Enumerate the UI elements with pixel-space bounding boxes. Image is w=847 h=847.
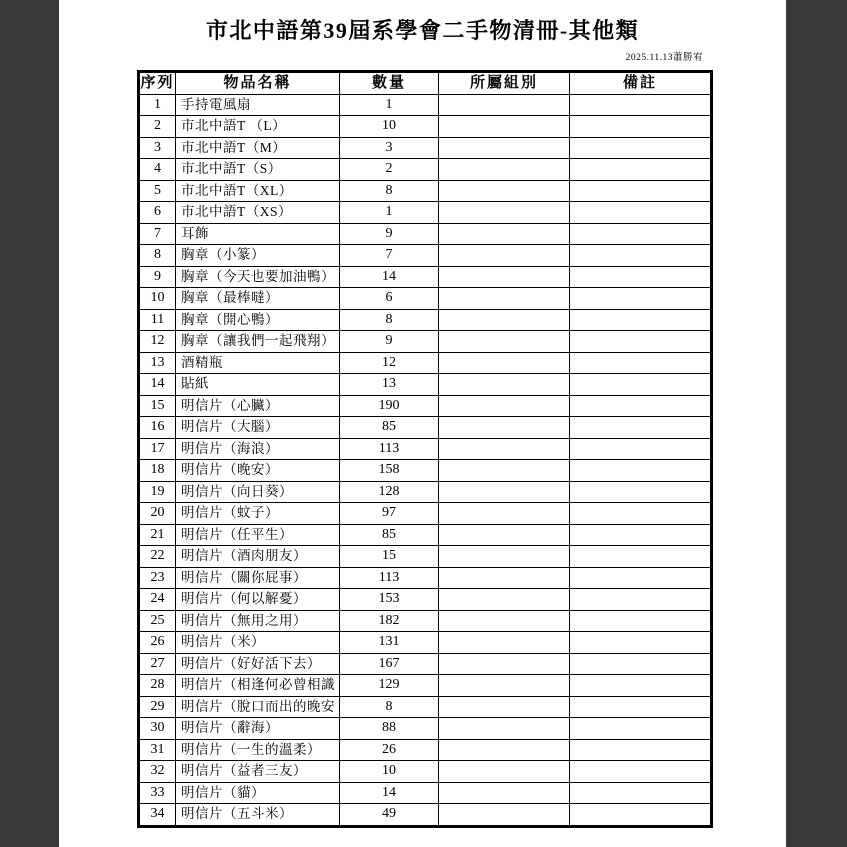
item-name-cell: 胸章（讓我們一起飛翔） (176, 331, 340, 353)
table-row (139, 524, 712, 546)
table-row (139, 675, 712, 697)
serial-cell: 34 (139, 804, 176, 827)
quantity-cell: 7 (340, 245, 439, 267)
note-cell (570, 374, 712, 396)
note-cell (570, 675, 712, 697)
serial-cell: 15 (139, 395, 176, 417)
quantity-cell: 85 (340, 417, 439, 439)
table-row (139, 460, 712, 482)
table-row (139, 567, 712, 589)
item-name-cell: 明信片（大腦） (176, 417, 340, 439)
serial-cell: 9 (139, 266, 176, 288)
table-row (139, 610, 712, 632)
group-cell (439, 739, 570, 761)
item-name-cell: 明信片（關你屁事） (176, 567, 340, 589)
group-cell (439, 202, 570, 224)
group-cell (439, 438, 570, 460)
item-name-cell: 手持電風扇 (176, 94, 340, 116)
item-name-cell: 市北中語T（M） (176, 137, 340, 159)
table-row (139, 696, 712, 718)
serial-cell: 20 (139, 503, 176, 525)
group-cell (439, 352, 570, 374)
quantity-cell: 113 (340, 438, 439, 460)
group-cell (439, 524, 570, 546)
item-name-cell: 明信片（酒肉朋友） (176, 546, 340, 568)
table-row (139, 159, 712, 181)
note-cell (570, 352, 712, 374)
quantity-cell: 3 (340, 137, 439, 159)
note-cell (570, 761, 712, 783)
note-cell (570, 524, 712, 546)
group-cell (439, 417, 570, 439)
item-name-cell: 貼紙 (176, 374, 340, 396)
group-cell (439, 266, 570, 288)
note-cell (570, 503, 712, 525)
item-name-cell: 明信片（蚊子） (176, 503, 340, 525)
serial-cell: 28 (139, 675, 176, 697)
group-cell (439, 331, 570, 353)
item-name-cell: 胸章（今天也要加油鴨） (176, 266, 340, 288)
note-cell (570, 546, 712, 568)
serial-cell: 18 (139, 460, 176, 482)
group-cell (439, 589, 570, 611)
quantity-cell: 8 (340, 696, 439, 718)
serial-cell: 7 (139, 223, 176, 245)
serial-cell: 17 (139, 438, 176, 460)
quantity-cell: 1 (340, 94, 439, 116)
note-cell (570, 782, 712, 804)
quantity-cell: 9 (340, 223, 439, 245)
column-header-3: 所屬組別 (439, 72, 570, 95)
note-cell (570, 288, 712, 310)
column-header-1: 物品名稱 (176, 72, 340, 95)
quantity-cell: 158 (340, 460, 439, 482)
serial-cell: 21 (139, 524, 176, 546)
item-name-cell: 胸章（開心鴨） (176, 309, 340, 331)
quantity-cell: 88 (340, 718, 439, 740)
quantity-cell: 190 (340, 395, 439, 417)
note-cell (570, 331, 712, 353)
table-row (139, 417, 712, 439)
item-name-cell: 明信片（晚安） (176, 460, 340, 482)
group-cell (439, 503, 570, 525)
note-cell (570, 266, 712, 288)
note-cell (570, 460, 712, 482)
table-row (139, 352, 712, 374)
table-row (139, 804, 712, 827)
group-cell (439, 460, 570, 482)
note-cell (570, 653, 712, 675)
group-cell (439, 116, 570, 138)
serial-cell: 22 (139, 546, 176, 568)
table-row (139, 718, 712, 740)
table-row (139, 761, 712, 783)
serial-cell: 23 (139, 567, 176, 589)
item-name-cell: 明信片（益者三友） (176, 761, 340, 783)
group-cell (439, 804, 570, 827)
group-cell (439, 782, 570, 804)
table-row (139, 481, 712, 503)
date-author-note: 2025.11.13蕭勝宥 (625, 53, 703, 63)
serial-cell: 27 (139, 653, 176, 675)
item-name-cell: 明信片（向日葵） (176, 481, 340, 503)
quantity-cell: 113 (340, 567, 439, 589)
note-cell (570, 137, 712, 159)
note-cell (570, 589, 712, 611)
note-cell (570, 94, 712, 116)
item-name-cell: 明信片（米） (176, 632, 340, 654)
note-cell (570, 116, 712, 138)
group-cell (439, 94, 570, 116)
quantity-cell: 10 (340, 116, 439, 138)
serial-cell: 25 (139, 610, 176, 632)
quantity-cell: 9 (340, 331, 439, 353)
quantity-cell: 1 (340, 202, 439, 224)
quantity-cell: 6 (340, 288, 439, 310)
quantity-cell: 129 (340, 675, 439, 697)
item-name-cell: 明信片（何以解憂） (176, 589, 340, 611)
quantity-cell: 13 (340, 374, 439, 396)
note-cell (570, 159, 712, 181)
serial-cell: 10 (139, 288, 176, 310)
table-row (139, 632, 712, 654)
table-row (139, 245, 712, 267)
quantity-cell: 15 (340, 546, 439, 568)
group-cell (439, 374, 570, 396)
item-name-cell: 明信片（海浪） (176, 438, 340, 460)
table-row (139, 94, 712, 116)
item-name-cell: 胸章（最棒噠） (176, 288, 340, 310)
serial-cell: 1 (139, 94, 176, 116)
item-name-cell: 明信片（一生的溫柔） (176, 739, 340, 761)
serial-cell: 31 (139, 739, 176, 761)
quantity-cell: 182 (340, 610, 439, 632)
table-row (139, 202, 712, 224)
serial-cell: 32 (139, 761, 176, 783)
note-cell (570, 180, 712, 202)
serial-cell: 4 (139, 159, 176, 181)
note-cell (570, 309, 712, 331)
item-name-cell: 明信片（相逢何必曾相識 (176, 675, 340, 697)
note-cell (570, 718, 712, 740)
group-cell (439, 675, 570, 697)
table-row (139, 180, 712, 202)
quantity-cell: 167 (340, 653, 439, 675)
group-cell (439, 309, 570, 331)
item-name-cell: 市北中語T （L） (176, 116, 340, 138)
group-cell (439, 567, 570, 589)
table-row (139, 782, 712, 804)
group-cell (439, 481, 570, 503)
quantity-cell: 85 (340, 524, 439, 546)
note-cell (570, 395, 712, 417)
item-name-cell: 市北中語T（XS） (176, 202, 340, 224)
table-row (139, 438, 712, 460)
quantity-cell: 26 (340, 739, 439, 761)
serial-cell: 5 (139, 180, 176, 202)
group-cell (439, 180, 570, 202)
quantity-cell: 2 (340, 159, 439, 181)
table-row (139, 374, 712, 396)
item-name-cell: 市北中語T（S） (176, 159, 340, 181)
group-cell (439, 137, 570, 159)
quantity-cell: 97 (340, 503, 439, 525)
table-row (139, 266, 712, 288)
note-cell (570, 202, 712, 224)
header-row (139, 72, 712, 95)
note-cell (570, 245, 712, 267)
note-cell (570, 223, 712, 245)
serial-cell: 8 (139, 245, 176, 267)
table-row (139, 331, 712, 353)
item-name-cell: 市北中語T（XL） (176, 180, 340, 202)
table-row (139, 395, 712, 417)
column-header-4: 備註 (570, 72, 712, 95)
item-name-cell: 明信片（好好活下去） (176, 653, 340, 675)
column-header-2: 數量 (340, 72, 439, 95)
quantity-cell: 131 (340, 632, 439, 654)
table-row (139, 288, 712, 310)
item-name-cell: 明信片（任平生） (176, 524, 340, 546)
item-name-cell: 明信片（無用之用） (176, 610, 340, 632)
note-cell (570, 610, 712, 632)
serial-cell: 13 (139, 352, 176, 374)
group-cell (439, 223, 570, 245)
serial-cell: 11 (139, 309, 176, 331)
table-row (139, 503, 712, 525)
item-name-cell: 明信片（心臟） (176, 395, 340, 417)
table-row (139, 589, 712, 611)
item-name-cell: 明信片（貓） (176, 782, 340, 804)
serial-cell: 3 (139, 137, 176, 159)
note-cell (570, 481, 712, 503)
group-cell (439, 546, 570, 568)
serial-cell: 19 (139, 481, 176, 503)
quantity-cell: 8 (340, 309, 439, 331)
group-cell (439, 159, 570, 181)
group-cell (439, 245, 570, 267)
serial-cell: 29 (139, 696, 176, 718)
quantity-cell: 153 (340, 589, 439, 611)
serial-cell: 30 (139, 718, 176, 740)
table-row (139, 137, 712, 159)
serial-cell: 24 (139, 589, 176, 611)
quantity-cell: 14 (340, 266, 439, 288)
quantity-cell: 12 (340, 352, 439, 374)
item-name-cell: 明信片（脫口而出的晚安 (176, 696, 340, 718)
note-cell (570, 438, 712, 460)
group-cell (439, 288, 570, 310)
group-cell (439, 395, 570, 417)
table-row (139, 739, 712, 761)
serial-cell: 12 (139, 331, 176, 353)
item-name-cell: 胸章（小篆） (176, 245, 340, 267)
note-cell (570, 804, 712, 827)
serial-cell: 26 (139, 632, 176, 654)
group-cell (439, 696, 570, 718)
quantity-cell: 8 (340, 180, 439, 202)
table-row (139, 309, 712, 331)
note-cell (570, 417, 712, 439)
table-row (139, 223, 712, 245)
column-header-0: 序列 (139, 72, 176, 95)
table-row (139, 116, 712, 138)
group-cell (439, 653, 570, 675)
item-name-cell: 明信片（五斗米） (176, 804, 340, 827)
item-name-cell: 酒精瓶 (176, 352, 340, 374)
quantity-cell: 128 (340, 481, 439, 503)
quantity-cell: 10 (340, 761, 439, 783)
document-page (59, 0, 786, 847)
group-cell (439, 718, 570, 740)
quantity-cell: 14 (340, 782, 439, 804)
serial-cell: 2 (139, 116, 176, 138)
inventory-table (137, 70, 713, 828)
table-row (139, 653, 712, 675)
serial-cell: 14 (139, 374, 176, 396)
note-cell (570, 696, 712, 718)
serial-cell: 33 (139, 782, 176, 804)
serial-cell: 6 (139, 202, 176, 224)
group-cell (439, 761, 570, 783)
note-cell (570, 567, 712, 589)
group-cell (439, 632, 570, 654)
table-row (139, 546, 712, 568)
quantity-cell: 49 (340, 804, 439, 827)
item-name-cell: 明信片（辭海） (176, 718, 340, 740)
group-cell (439, 610, 570, 632)
item-name-cell: 耳飾 (176, 223, 340, 245)
page-title: 市北中語第39屆系學會二手物清冊-其他類 (205, 18, 640, 43)
note-cell (570, 739, 712, 761)
note-cell (570, 632, 712, 654)
serial-cell: 16 (139, 417, 176, 439)
